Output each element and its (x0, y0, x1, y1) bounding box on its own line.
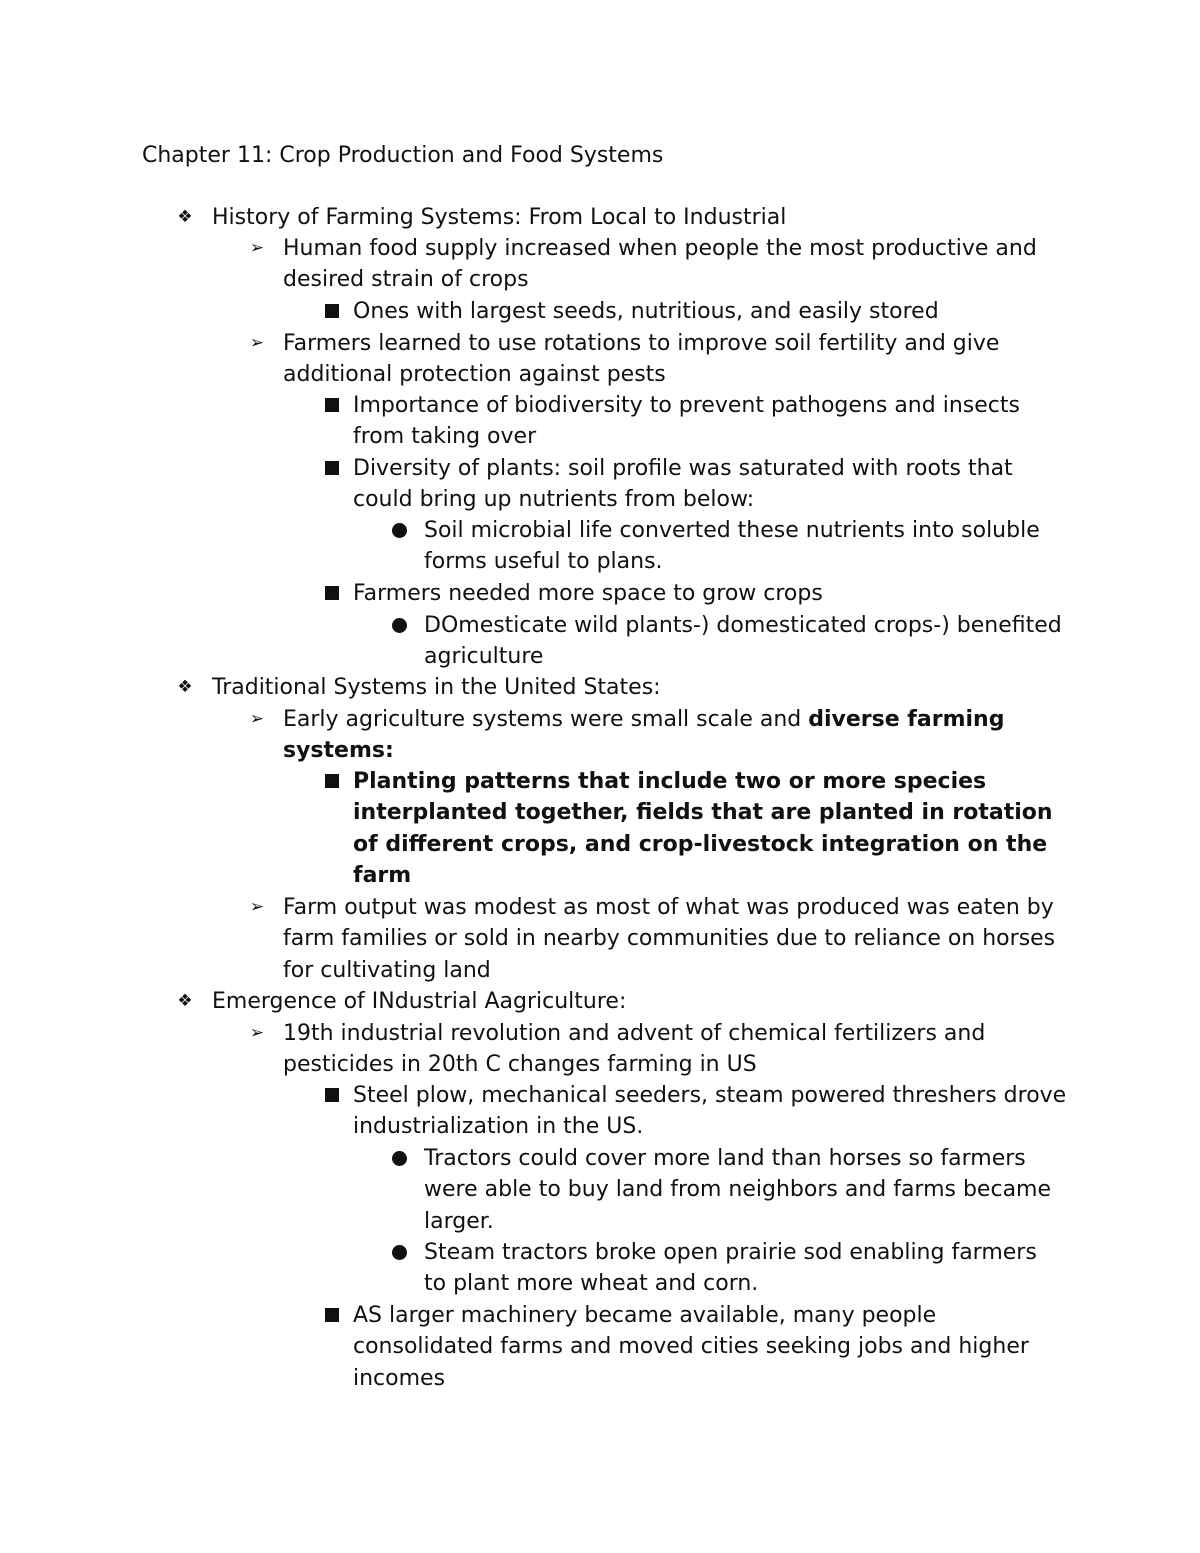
list-item-text: Tractors could cover more land than horses so farmers were able to buy land from neighbors and farms became larger. (424, 1146, 1052, 1234)
square-bullet-icon (317, 1080, 347, 1111)
list-item-text: AS larger machinery became available, many people consolidated farms and moved cities seeking jobs and higher incomes (353, 1303, 1029, 1391)
circle-bullet-icon (384, 1237, 414, 1268)
list-item-level1 (177, 986, 1092, 1017)
list-item-text: History of Farming Systems: From Local to Industrial (212, 205, 787, 230)
arrow-bullet-icon: ➢ (249, 709, 265, 729)
circle-bullet-icon (384, 1143, 414, 1174)
list-item-text: Steel plow, mechanical seeders, steam powered threshers drove industrialization in the US. (353, 1083, 1067, 1140)
list-item-level2 (249, 892, 1083, 986)
square-bullet-icon (317, 766, 347, 797)
list-item-level1 (177, 672, 1092, 703)
list-item-text: Soil microbial life converted these nutrients into soluble forms useful to plans. (424, 518, 1040, 575)
list-item-level2 (249, 704, 1083, 767)
circle-bullet-icon (384, 610, 414, 641)
list-item-level2 (249, 328, 1083, 391)
square-bullet-icon (317, 578, 347, 609)
diamond-bullet-icon: ❖ (177, 677, 193, 697)
arrow-bullet-icon: ➢ (249, 333, 265, 353)
list-item-text: Traditional Systems in the United States: (212, 675, 661, 700)
list-item-text: Farmers needed more space to grow crops (353, 581, 823, 606)
square-bullet-icon (317, 390, 347, 421)
list-item-level3 (353, 1300, 1073, 1394)
list-item-text: DOmesticate wild plants-) domesticated crops-) benefited agriculture (424, 613, 1062, 670)
list-item-bold-text: diverse farming systems: (283, 707, 1005, 764)
list-item-level3 (353, 766, 1073, 891)
square-bullet-icon (317, 296, 347, 327)
list-item-level2 (249, 233, 1083, 296)
list-item-bold-text: Planting patterns that include two or more species interplanted together, fields that are planted in rotation of different crops, and crop-livestock integration on the farm (353, 769, 1053, 888)
list-item-level2 (249, 1018, 1083, 1081)
arrow-bullet-icon: ➢ (249, 238, 265, 258)
list-item-text: Farm output was modest as most of what was produced was eaten by farm families or sold in nearby communities due to reliance on horses for cultivating land (283, 895, 1056, 983)
list-item-text: Steam tractors broke open prairie sod enabling farmers to plant more wheat and corn. (424, 1240, 1037, 1297)
list-item-text: Ones with largest seeds, nutritious, and easily stored (353, 299, 939, 324)
list-item-text: Human food supply increased when people the most productive and desired strain of crops (283, 236, 1037, 293)
list-item-level3 (353, 1080, 1073, 1143)
list-item-text: Emergence of INdustrial Aagriculture: (212, 989, 627, 1014)
list-item-level4 (424, 1237, 1064, 1300)
list-item-level3 (353, 296, 1073, 327)
square-bullet-icon (317, 1300, 347, 1331)
list-item-text: Early agriculture systems were small scale and (283, 707, 809, 732)
list-item-level1 (177, 202, 1092, 233)
list-item-level4 (424, 610, 1064, 673)
diamond-bullet-icon: ❖ (177, 991, 193, 1011)
page-title: Chapter 11: Crop Production and Food Systems (142, 143, 664, 168)
circle-bullet-icon (384, 515, 414, 546)
list-item-level3 (353, 453, 1073, 516)
list-item-level4 (424, 515, 1064, 578)
list-item-level4 (424, 1143, 1064, 1237)
list-item-level3 (353, 390, 1073, 453)
list-item-text: Importance of biodiversity to prevent pathogens and insects from taking over (353, 393, 1020, 450)
arrow-bullet-icon: ➢ (249, 1023, 265, 1043)
list-item-text: Diversity of plants: soil profile was saturated with roots that could bring up nutrients from below: (353, 456, 1013, 513)
list-item-level3 (353, 578, 1073, 609)
square-bullet-icon (317, 453, 347, 484)
list-item-text: Farmers learned to use rotations to improve soil fertility and give additional protection against pests (283, 331, 1000, 388)
list-item-text: 19th industrial revolution and advent of chemical fertilizers and pesticides in 20th C changes farming in US (283, 1021, 986, 1078)
arrow-bullet-icon: ➢ (249, 897, 265, 917)
diamond-bullet-icon: ❖ (177, 207, 193, 227)
